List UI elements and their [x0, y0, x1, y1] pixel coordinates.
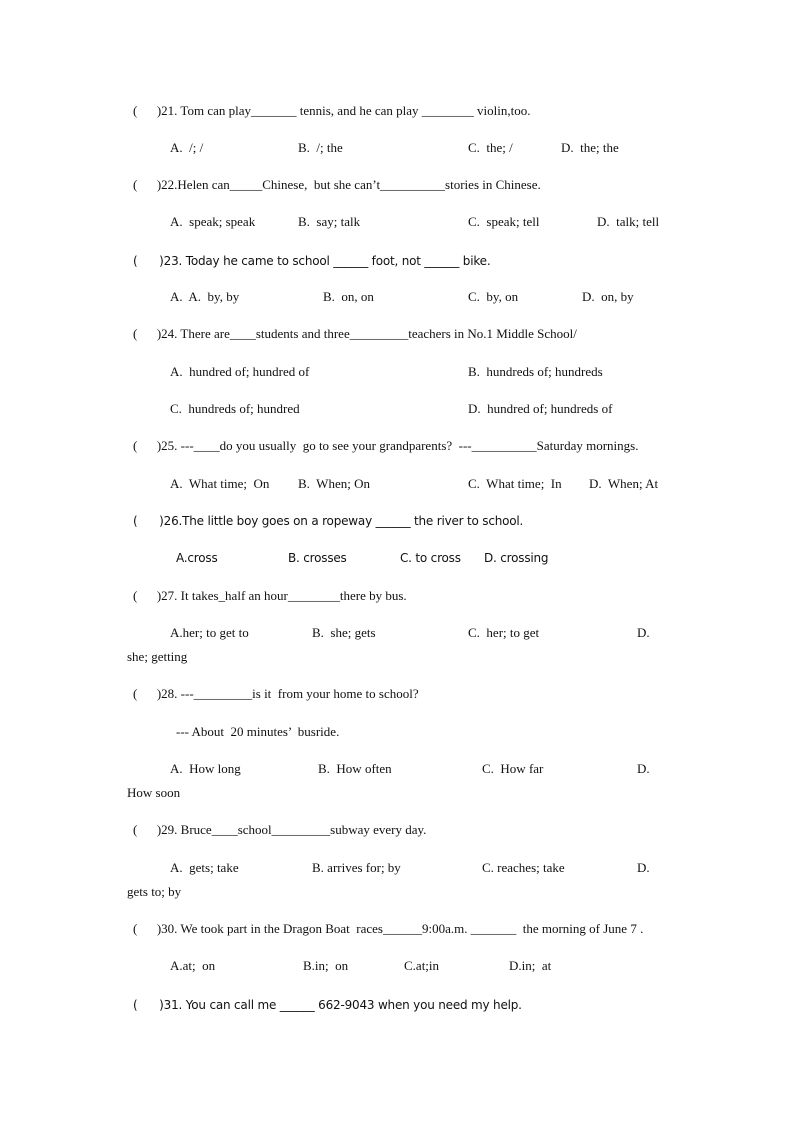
q28-answer-line: --- About 20 minutes’ busride. — [176, 724, 340, 739]
q23-option-b: B. on, on — [323, 289, 374, 304]
q21-option-a: A. /; / — [170, 140, 204, 155]
q22-option-c: C. speak; tell — [468, 214, 540, 229]
q27-option-d: D. — [637, 625, 650, 640]
q27-option-a: A.her; to get to — [170, 625, 249, 640]
q30-option-c: C.at;in — [404, 958, 440, 973]
q24-option-a: A. hundred of; hundred of — [170, 364, 310, 379]
q28-option-d-text: How soon — [127, 785, 181, 800]
question-23-stem: ( )23. Today he came to school ______ foot, not ______ bike. — [133, 254, 491, 268]
q25-option-d: D. When; At — [589, 476, 659, 491]
q21-option-c: C. the; / — [468, 140, 513, 155]
q28-option-d: D. — [637, 761, 650, 776]
q28-option-a: A. How long — [170, 761, 241, 776]
question-22-stem: ( )22.Helen can_____Chinese, but she can’t__________stories in Chinese. — [133, 177, 541, 192]
q26-option-d: D. crossing — [484, 551, 549, 565]
q29-option-d: D. — [637, 860, 650, 875]
q22-option-d: D. talk; tell — [597, 214, 660, 229]
q26-option-a: A.cross — [176, 551, 218, 565]
q27-option-b: B. she; gets — [312, 625, 376, 640]
q25-option-a: A. What time; On — [170, 476, 270, 491]
question-25-stem: ( )25. ---____do you usually go to see your grandparents? ---__________Saturday mornings. — [133, 438, 639, 453]
q21-option-d: D. the; the — [561, 140, 619, 155]
q30-option-a: A.at; on — [170, 958, 216, 973]
question-29-stem: ( )29. Bruce____school_________subway every day. — [133, 822, 427, 837]
q24-option-c: C. hundreds of; hundred — [170, 401, 300, 416]
q23-option-c: C. by, on — [468, 289, 519, 304]
q28-option-c: C. How far — [482, 761, 544, 776]
q29-option-d-text: gets to; by — [127, 884, 182, 899]
q23-option-d: D. on, by — [582, 289, 634, 304]
q29-option-a: A. gets; take — [170, 860, 239, 875]
q24-option-b: B. hundreds of; hundreds — [468, 364, 603, 379]
q22-option-a: A. speak; speak — [170, 214, 256, 229]
question-31-stem: ( )31. You can call me ______ 662-9043 when you need my help. — [133, 998, 522, 1012]
q30-option-b: B.in; on — [303, 958, 349, 973]
q26-option-b: B. crosses — [288, 551, 347, 565]
question-21-stem: ( )21. Tom can play_______ tennis, and he can play ________ violin,too. — [133, 103, 531, 118]
q30-option-d: D.in; at — [509, 958, 552, 973]
question-27-stem: ( )27. It takes_half an hour________there by bus. — [133, 588, 407, 603]
question-28-stem: ( )28. ---_________is it from your home to school? — [133, 686, 419, 701]
q27-option-c: C. her; to get — [468, 625, 540, 640]
q26-option-c: C. to cross — [400, 551, 461, 565]
question-24-stem: ( )24. There are____students and three_________teachers in No.1 Middle School/ — [133, 326, 577, 341]
q28-option-b: B. How often — [318, 761, 392, 776]
question-26-stem: ( )26.The little boy goes on a ropeway ______ the river to school. — [133, 514, 524, 528]
q23-option-a: A. A. by, by — [170, 289, 240, 304]
q29-option-c: C. reaches; take — [482, 860, 565, 875]
q29-option-b: B. arrives for; by — [312, 860, 401, 875]
q25-option-c: C. What time; In — [468, 476, 562, 491]
q22-option-b: B. say; talk — [298, 214, 361, 229]
question-30-stem: ( )30. We took part in the Dragon Boat races______9:00a.m. _______ the morning of June 7 . — [133, 921, 644, 936]
q27-option-d-text: she; getting — [127, 649, 188, 664]
q24-option-d: D. hundred of; hundreds of — [468, 401, 613, 416]
q25-option-b: B. When; On — [298, 476, 370, 491]
q21-option-b: B. /; the — [298, 140, 343, 155]
